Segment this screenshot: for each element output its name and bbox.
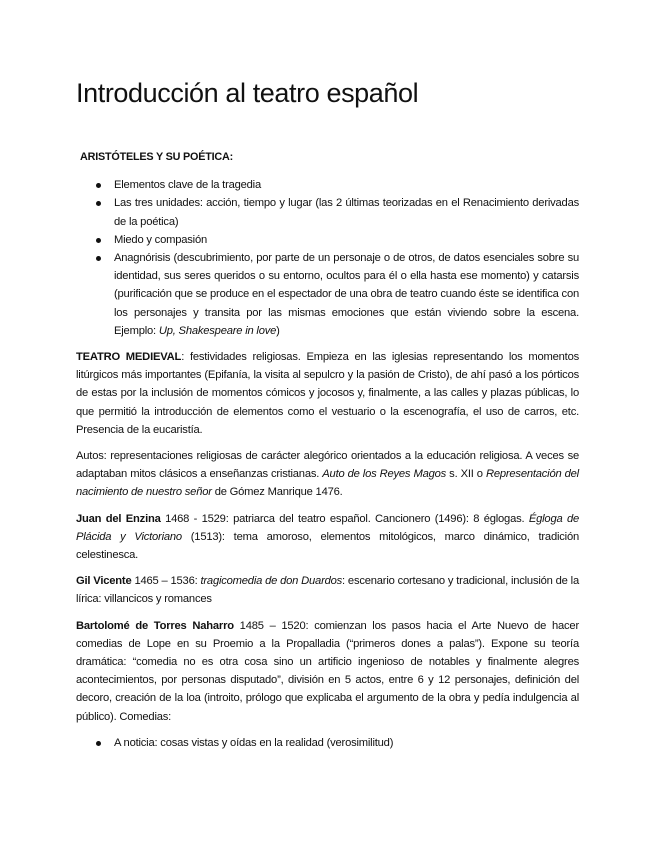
aristoteles-list — [76, 176, 579, 340]
list-item: A noticia: cosas vistas y oídas en la realidad (verosimilitud) — [76, 734, 579, 752]
document-title: Introducción al teatro español — [76, 78, 419, 108]
list-item: Anagnórisis (descubrimiento, por parte de un personaje o de otros, de datos esenciales sobre su identidad, sus seres queridos o su entorno, ocultos para él o ella hasta ese momento) y catarsis (purificación que se produce en el espectador de una obra de teatro cuando éste se identifica con los personajes y transita por las mismas emociones que están viviendo sobre la escena. Ejemplo: Up, Shakespeare in love) — [76, 249, 579, 340]
document-body — [76, 148, 579, 760]
list-item: Elementos clave de la tragedia — [76, 176, 579, 194]
paragraph-encina: Juan del Enzina 1468 - 1529: patriarca del teatro español. Cancionero (1496): 8 églogas. Égloga de Plácida y Victoriano (1513): tema amoroso, elementos mitológicos, marco dinámico, tradición celestinesca. — [76, 512, 579, 562]
list-item: Las tres unidades: acción, tiempo y lugar (las 2 últimas teorizadas en el Renacimiento derivadas de la poética) — [76, 194, 579, 230]
paragraph-naharro: Bartolomé de Torres Naharro 1485 – 1520: comienzan los pasos hacia el Arte Nuevo de hacer comedias de Lope en su Proemio a la Propalladia (“primeros dones a palas”). Expone su teoría dramática: “comedia no es otra cosa sino un artificio ingenioso de notables y finalmente alegres acontecimientos, por personas disputado”, división en 5 actos, entre 6 y 12 personajes, definición del decoro, creación de la loa (introito, prólogo que explicaba el argumento de la obra y pedía indulgencia al público). Comedias: — [76, 619, 579, 723]
paragraph-medieval: TEATRO MEDIEVAL: festividades religiosas. Empieza en las iglesias representando los momentos litúrgicos más importantes (Epifanía, la visita al sepulcro y la pasión de Cristo), de ahí pasó a los pórticos de estas por la inclusión de momentos cómicos y jocosos y, finalmente, a las calles y plazas públicas, lo que permitió la introducción de elementos como el vestuario o la escenografía, el uso de carros, etc. Presencia de la eucaristía. — [76, 351, 579, 436]
paragraph-vicente: Gil Vicente 1465 – 1536: tragicomedia de don Duardos: escenario cortesano y tradicional, inclusión de la lírica: villancicos y romances — [76, 575, 579, 606]
section-heading-aristoteles: ARISTÓTELES Y SU POÉTICA: — [80, 151, 233, 163]
list-item: Miedo y compasión — [76, 231, 579, 249]
paragraph-autos: Autos: representaciones religiosas de carácter alegórico orientados a la educación religiosa. A veces se adaptaban mitos clásicos a enseñanzas cristianas. Auto de los Reyes Magos s. XII o Representación del nacimiento de nuestro señor de Gómez Manrique 1476. — [76, 450, 579, 499]
comedias-list — [76, 734, 579, 752]
